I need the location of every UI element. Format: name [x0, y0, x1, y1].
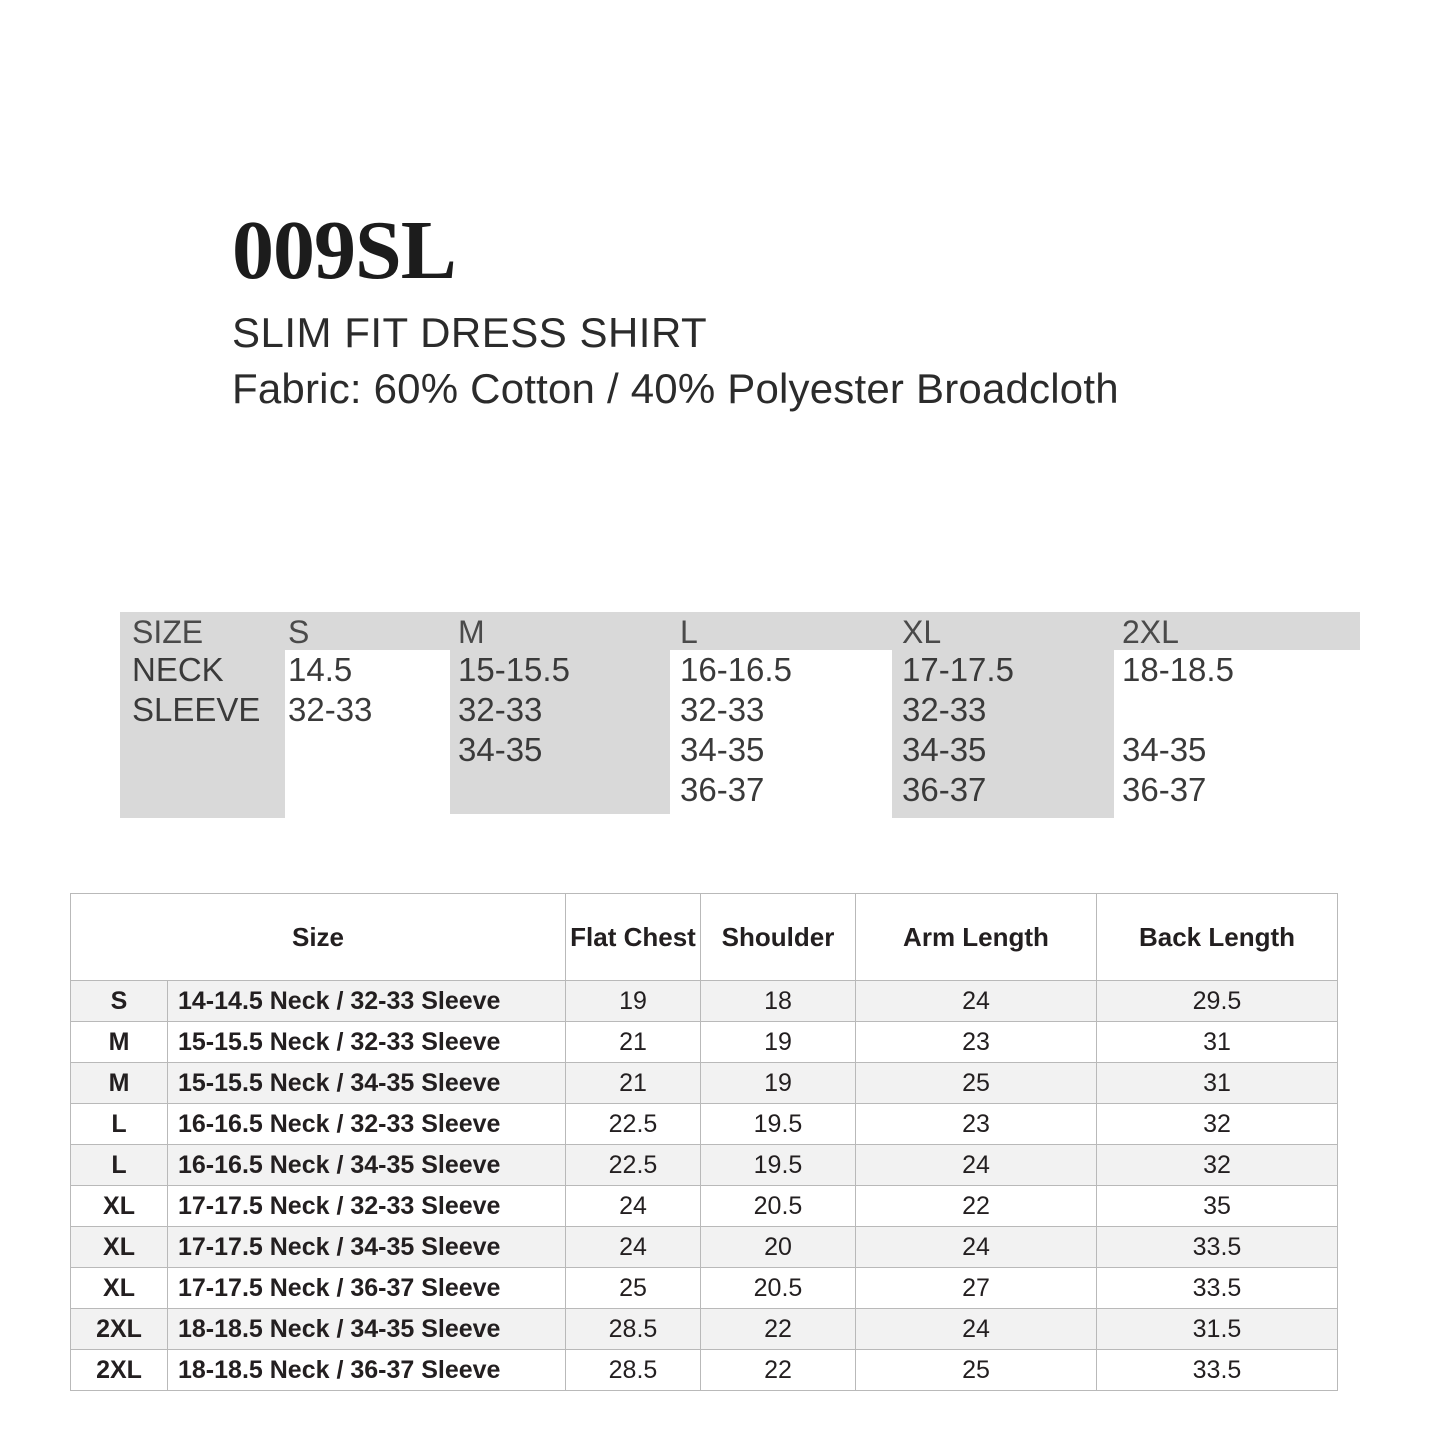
cell-flat-chest: 22.5 [566, 1104, 701, 1145]
size-grid-sleeve2-2xl: 34-35 [1122, 731, 1207, 768]
cell-arm-length: 24 [856, 1227, 1097, 1268]
cell-size-desc: 16-16.5 Neck / 34-35 Sleeve [168, 1145, 566, 1186]
measurement-table-body [71, 981, 1338, 1391]
cell-size-desc: 17-17.5 Neck / 36-37 Sleeve [168, 1268, 566, 1309]
cell-shoulder: 22 [701, 1309, 856, 1350]
table-row [71, 1350, 1338, 1391]
table-row [71, 1063, 1338, 1104]
size-grid-sleeve1-m: 32-33 [458, 691, 543, 728]
cell-shoulder: 19.5 [701, 1104, 856, 1145]
style-code: 009SL [232, 204, 456, 297]
size-grid-sleeve1-s: 32-33 [288, 691, 373, 728]
cell-size-desc: 18-18.5 Neck / 34-35 Sleeve [168, 1309, 566, 1350]
size-grid-neck-m: 15-15.5 [458, 651, 570, 688]
cell-back-length: 33.5 [1097, 1268, 1338, 1309]
cell-arm-length: 23 [856, 1104, 1097, 1145]
measurement-table-head [71, 894, 1338, 981]
cell-size-desc: 17-17.5 Neck / 32-33 Sleeve [168, 1186, 566, 1227]
size-grid-row-label-sleeve: SLEEVE [132, 691, 261, 728]
cell-shoulder: 20.5 [701, 1186, 856, 1227]
cell-back-length: 31 [1097, 1022, 1338, 1063]
cell-size-code: S [71, 981, 168, 1022]
size-grid-neck-s: 14.5 [288, 651, 353, 688]
cell-shoulder: 20 [701, 1227, 856, 1268]
table-row [71, 981, 1338, 1022]
table-row [71, 1309, 1338, 1350]
cell-shoulder: 19 [701, 1022, 856, 1063]
fabric-composition: Fabric: 60% Cotton / 40% Polyester Broadcloth [232, 365, 1119, 412]
cell-flat-chest: 28.5 [566, 1350, 701, 1391]
cell-flat-chest: 28.5 [566, 1309, 701, 1350]
size-grid-sleeve3-xl: 36-37 [902, 771, 987, 808]
size-grid-neck-xl: 17-17.5 [902, 651, 1014, 688]
cell-arm-length: 23 [856, 1022, 1097, 1063]
col-header-flat-chest: Flat Chest [566, 894, 701, 981]
cell-size-code: M [71, 1022, 168, 1063]
cell-flat-chest: 21 [566, 1022, 701, 1063]
cell-size-desc: 16-16.5 Neck / 32-33 Sleeve [168, 1104, 566, 1145]
cell-size-desc: 17-17.5 Neck / 34-35 Sleeve [168, 1227, 566, 1268]
cell-size-code: XL [71, 1186, 168, 1227]
size-grid-sleeve1-l: 32-33 [680, 691, 765, 728]
cell-size-desc: 14-14.5 Neck / 32-33 Sleeve [168, 981, 566, 1022]
cell-size-desc: 15-15.5 Neck / 34-35 Sleeve [168, 1063, 566, 1104]
cell-arm-length: 22 [856, 1186, 1097, 1227]
cell-flat-chest: 21 [566, 1063, 701, 1104]
table-row [71, 1145, 1338, 1186]
cell-flat-chest: 24 [566, 1227, 701, 1268]
size-grid-neck-2xl: 18-18.5 [1122, 651, 1234, 688]
col-header-size: Size [71, 894, 566, 981]
size-sleeve-grid [120, 612, 1360, 822]
col-header-shoulder: Shoulder [701, 894, 856, 981]
size-grid-sleeve2-xl: 34-35 [902, 731, 987, 768]
cell-size-code: M [71, 1063, 168, 1104]
table-row [71, 1186, 1338, 1227]
cell-arm-length: 24 [856, 981, 1097, 1022]
cell-shoulder: 19 [701, 1063, 856, 1104]
cell-back-length: 33.5 [1097, 1350, 1338, 1391]
size-grid-col-xl: XL [902, 614, 942, 650]
cell-arm-length: 25 [856, 1350, 1097, 1391]
col-header-back-length: Back Length [1097, 894, 1338, 981]
table-header-row [71, 894, 1338, 981]
size-grid-col-2xl: 2XL [1122, 614, 1179, 650]
cell-flat-chest: 22.5 [566, 1145, 701, 1186]
size-grid-col-size: SIZE [132, 614, 204, 650]
size-grid-sleeve2-m: 34-35 [458, 731, 543, 768]
cell-back-length: 32 [1097, 1145, 1338, 1186]
cell-flat-chest: 19 [566, 981, 701, 1022]
cell-shoulder: 18 [701, 981, 856, 1022]
cell-shoulder: 19.5 [701, 1145, 856, 1186]
product-header [232, 205, 1372, 417]
cell-size-desc: 15-15.5 Neck / 32-33 Sleeve [168, 1022, 566, 1063]
cell-size-code: 2XL [71, 1350, 168, 1391]
size-grid-sleeve3-2xl: 36-37 [1122, 771, 1207, 808]
size-grid-col-s: S [288, 614, 310, 650]
cell-size-code: L [71, 1104, 168, 1145]
table-row [71, 1268, 1338, 1309]
col-header-arm-length: Arm Length [856, 894, 1097, 981]
size-grid-neck-l: 16-16.5 [680, 651, 792, 688]
cell-back-length: 32 [1097, 1104, 1338, 1145]
cell-arm-length: 25 [856, 1063, 1097, 1104]
table-row [71, 1022, 1338, 1063]
size-grid-col-m: M [458, 614, 485, 650]
product-name: SLIM FIT DRESS SHIRT [232, 309, 708, 356]
table-row [71, 1227, 1338, 1268]
cell-size-code: L [71, 1145, 168, 1186]
measurement-table [70, 893, 1338, 1391]
cell-size-code: XL [71, 1227, 168, 1268]
size-grid-block-s [285, 612, 450, 650]
cell-arm-length: 24 [856, 1309, 1097, 1350]
cell-flat-chest: 24 [566, 1186, 701, 1227]
size-grid-row-label-neck: NECK [132, 651, 224, 688]
cell-back-length: 35 [1097, 1186, 1338, 1227]
size-grid-sleeve3-l: 36-37 [680, 771, 765, 808]
cell-size-code: 2XL [71, 1309, 168, 1350]
cell-shoulder: 20.5 [701, 1268, 856, 1309]
cell-back-length: 29.5 [1097, 981, 1338, 1022]
size-grid-sleeve1-xl: 32-33 [902, 691, 987, 728]
cell-arm-length: 27 [856, 1268, 1097, 1309]
cell-arm-length: 24 [856, 1145, 1097, 1186]
cell-shoulder: 22 [701, 1350, 856, 1391]
cell-back-length: 31.5 [1097, 1309, 1338, 1350]
size-grid-block-l [670, 612, 892, 650]
size-grid-col-l: L [680, 614, 698, 650]
cell-size-desc: 18-18.5 Neck / 36-37 Sleeve [168, 1350, 566, 1391]
cell-flat-chest: 25 [566, 1268, 701, 1309]
cell-back-length: 33.5 [1097, 1227, 1338, 1268]
size-grid-sleeve2-l: 34-35 [680, 731, 765, 768]
cell-size-code: XL [71, 1268, 168, 1309]
cell-back-length: 31 [1097, 1063, 1338, 1104]
table-row [71, 1104, 1338, 1145]
